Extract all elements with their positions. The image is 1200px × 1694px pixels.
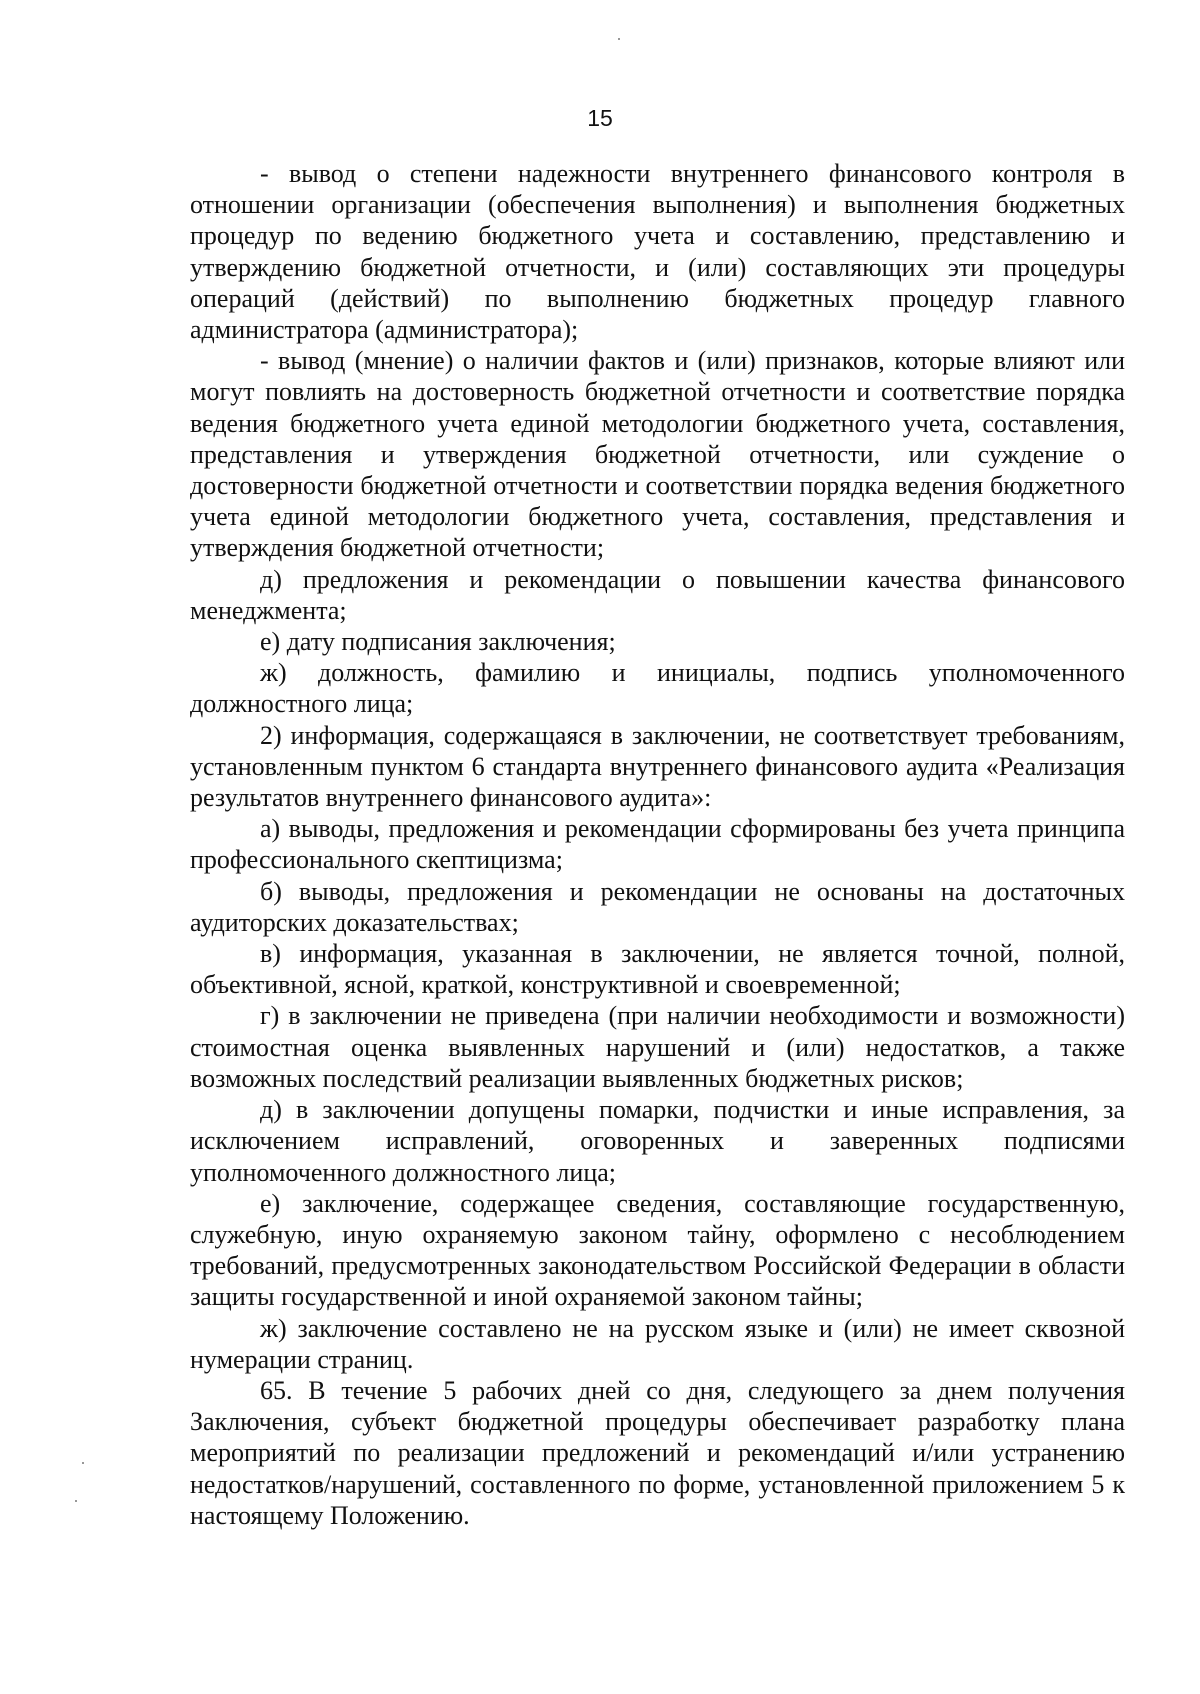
paragraph-item-d-corrections: д) в заключении допущены помарки, подчистки и иные исправления, за исключением исправлений, оговоренных и заверенных подписями уполномоченного должностного лица; xyxy=(190,1095,1125,1187)
paragraph-opinion-conclusion: - вывод (мнение) о наличии фактов и (или) признаков, которые влияют или могут повлиять на достоверность бюджетной отчетности и соответствие порядка ведения бюджетного учета единой методологии бюджетного учета, составления, представления и утверждения бюджетной отчетности, или суждение о достоверности бюджетной отчетности и соответствии порядка ведения бюджетного учета единой методологии бюджетного учета, составления, представления и утверждения бюджетной отчетности; xyxy=(190,346,1125,563)
document-body xyxy=(190,158,1125,1531)
scan-speck xyxy=(618,38,620,40)
paragraph-reliability-conclusion: - вывод о степени надежности внутреннего финансового контроля в отношении организации (обеспечения выполнения) и выполнения бюджетных процедур по ведению бюджетного учета и составлению, представлению и утверждению бюджетной отчетности, и (или) составляющих эти процедуры операций (действий) по выполнению бюджетных процедур главного администратора (администратора); xyxy=(190,159,1125,345)
paragraph-point-2-noncompliance: 2) информация, содержащаяся в заключении, не соответствует требованиям, установленным пунктом 6 стандарта внутреннего финансового аудита «Реализация результатов внутреннего финансового аудита»: xyxy=(190,720,1125,813)
paragraph-item-zh-language: ж) заключение составлено не на русском языке и (или) не имеет сквозной нумерации страниц. xyxy=(190,1313,1125,1374)
paragraph-item-b-evidence: б) выводы, предложения и рекомендации не основаны на достаточных аудиторских доказательствах; xyxy=(190,876,1125,937)
scan-speck xyxy=(75,1500,77,1502)
paragraph-item-e-signing-date: е) дату подписания заключения; xyxy=(260,627,616,657)
paragraph-item-d-proposals: д) предложения и рекомендации о повышении качества финансового менеджмента; xyxy=(190,564,1125,625)
page-number: 15 xyxy=(587,105,613,131)
paragraph-item-zh-official: ж) должность, фамилию и инициалы, подпись уполномоченного должностного лица; xyxy=(190,658,1125,719)
paragraph-item-a-skepticism: а) выводы, предложения и рекомендации сформированы без учета принципа профессионального скептицизма; xyxy=(190,814,1125,875)
paragraph-item-g-cost-estimate: г) в заключении не приведена (при наличии необходимости и возможности) стоимостная оценка выявленных нарушений и (или) недостатков, а также возможных последствий реализации выявленных бюджетных рисков; xyxy=(190,1001,1125,1093)
paragraph-point-65: 65. В течение 5 рабочих дней со дня, следующего за днем получения Заключения, субъект бюджетной процедуры обеспечивает разработку плана мероприятий по реализации предложений и рекомендаций и/или устранению недостатков/нарушений, составленного по форме, установленной приложением 5 к настоящему Положению. xyxy=(190,1375,1125,1530)
paragraph-item-e-secrecy: е) заключение, содержащее сведения, составляющие государственную, служебную, иную охраняемую законом тайну, оформлено с несоблюдением требований, предусмотренных законодательством Российской Федерации в области защиты государственной и иной охраняемой законом тайны; xyxy=(190,1188,1125,1312)
paragraph-item-v-information: в) информация, указанная в заключении, не является точной, полной, объективной, ясной, краткой, конструктивной и своевременной; xyxy=(190,939,1125,1000)
scan-speck xyxy=(82,1462,84,1464)
